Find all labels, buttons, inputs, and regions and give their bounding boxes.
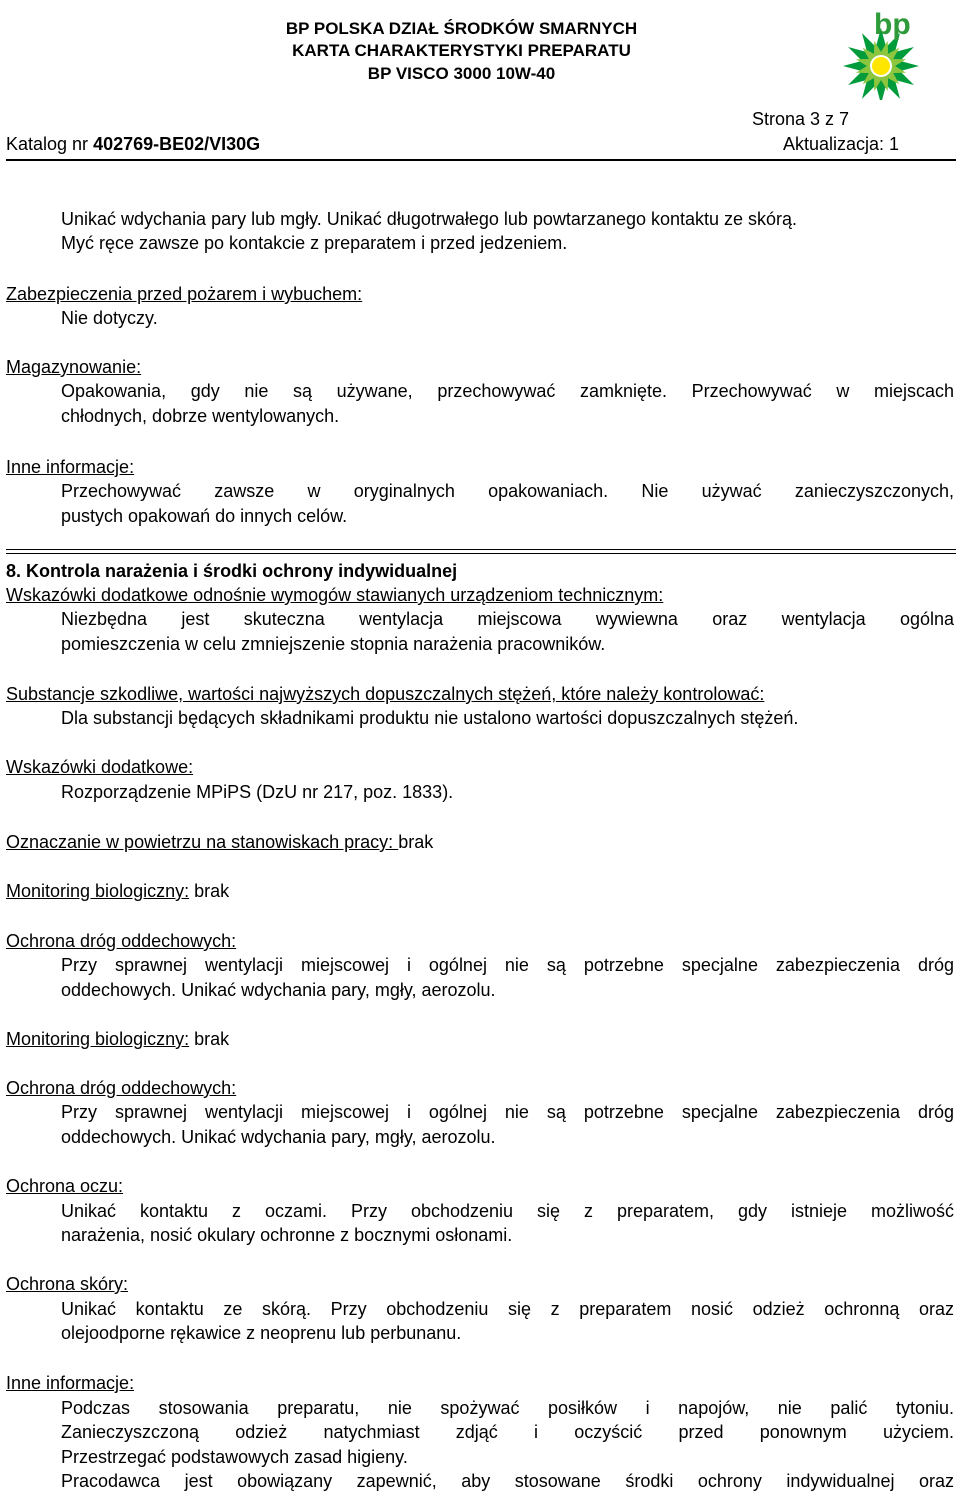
technical-line-2: pomieszczenia w celu zmniejszenie stopnia narażenia pracowników.: [61, 634, 606, 654]
other-info-2-line-1: Podczas stosowania preparatu, nie spożywać posiłków i napojów, nie palić tytoniu.: [61, 1398, 954, 1418]
biological-monitoring-2: [6, 1029, 229, 1050]
other-info-2-line-2: Zanieczyszczoną odzież natychmiast zdjąć i oczyścić przed ponownym użyciem.: [61, 1422, 954, 1442]
additional-notes-text: Rozporządzenie MPiPS (DzU nr 217, poz. 1833).: [61, 782, 454, 802]
other-info-2-line-4: Pracodawca jest obowiązany zapewnić, aby stosowane środki ochrony indywidualnej oraz: [61, 1471, 954, 1491]
handling-line-2: Myć ręce zawsze po kontakcie z preparatem i przed jedzeniem.: [61, 233, 568, 253]
biological-monitoring-1-value: brak: [189, 881, 230, 901]
catalog-number: 402769-BE02/VI30G: [93, 134, 261, 154]
storage-line-2: chłodnych, dobrze wentylowanych.: [61, 406, 340, 426]
section-8-heading: 8. Kontrola narażenia i środki ochrony indywidualnej: [6, 561, 458, 581]
other-info-2-text-1: [61, 1398, 954, 1419]
section-divider-top: [6, 549, 956, 550]
respiratory-1-line-2: oddechowych. Unikać wdychania pary, mgły, aerozolu.: [61, 980, 496, 1000]
technical-requirements-text: [61, 609, 954, 630]
respiratory-protection-2-text: [61, 1102, 954, 1123]
respiratory-protection-1-label: Ochrona dróg oddechowych:: [6, 931, 237, 951]
air-monitoring-value: brak: [398, 832, 434, 852]
storage-text: [61, 381, 954, 402]
other-info-line-2: pustych opakowań do innych celów.: [61, 506, 348, 526]
biological-monitoring-2-value: brak: [189, 1029, 230, 1049]
technical-line-1: Niezbędna jest skuteczna wentylacja miejscowa wywiewna oraz wentylacja ogólna: [61, 609, 954, 629]
section-divider-bottom: [6, 553, 956, 554]
other-info-2-text-2: [61, 1422, 954, 1443]
air-monitoring: [6, 832, 433, 853]
biological-monitoring-1-label: Monitoring biologiczny:: [6, 881, 190, 901]
bp-logo-text: bp: [874, 8, 911, 41]
respiratory-protection-1-text: [61, 955, 954, 976]
handling-line-1: Unikać wdychania pary lub mgły. Unikać długotrwałego lub powtarzanego kontaktu ze skórą.: [61, 209, 798, 229]
fire-protection-text: Nie dotyczy.: [61, 308, 158, 328]
respiratory-1-line-1: Przy sprawnej wentylacji miejscowej i ogólnej nie są potrzebne specjalne zabezpieczenia dróg: [61, 955, 954, 975]
skin-protection-line-1: Unikać kontaktu ze skórą. Przy obchodzeniu się z preparatem nosić odzież ochronną oraz: [61, 1299, 954, 1319]
page-number: Strona 3 z 7: [752, 109, 850, 129]
catalog-prefix: Katalog nr: [6, 134, 94, 154]
exposure-limits-text: Dla substancji będących składnikami produktu nie ustalono wartości dopuszczalnych stężeń.: [61, 708, 799, 728]
fire-protection-label: Zabezpieczenia przed pożarem i wybuchem:: [6, 284, 363, 304]
company-name: BP POLSKA DZIAŁ ŚRODKÓW SMARNYCH: [285, 19, 638, 38]
eye-protection-text: [61, 1201, 954, 1222]
air-monitoring-label: Oznaczanie w powietrzu na stanowiskach pracy:: [6, 832, 399, 852]
skin-protection-line-2: olejoodporne rękawice z neoprenu lub perbunanu.: [61, 1323, 462, 1343]
other-info-2-text-4: [61, 1471, 954, 1492]
storage-line-1: Opakowania, gdy nie są używane, przechowywać zamknięte. Przechowywać w miejscach: [61, 381, 954, 401]
respiratory-2-line-1: Przy sprawnej wentylacji miejscowej i ogólnej nie są potrzebne specjalne zabezpieczenia dróg: [61, 1102, 954, 1122]
skin-protection-text: [61, 1299, 954, 1320]
catalog-row: [6, 134, 899, 158]
header-divider: [6, 159, 956, 161]
technical-requirements-label: Wskazówki dodatkowe odnośnie wymogów stawianych urządzeniom technicznym:: [6, 585, 664, 605]
skin-protection-label: Ochrona skóry:: [6, 1274, 129, 1294]
other-info-2-line-3: Przestrzegać podstawowych zasad higieny.: [61, 1447, 408, 1467]
biological-monitoring-1: [6, 881, 229, 902]
respiratory-protection-2-label: Ochrona dróg oddechowych:: [6, 1078, 237, 1098]
exposure-limits-label: Substancje szkodliwe, wartości najwyższych dopuszczalnych stężeń, które należy kontrolować:: [6, 684, 765, 704]
biological-monitoring-2-label: Monitoring biologiczny:: [6, 1029, 190, 1049]
bp-helios-icon: [826, 4, 952, 100]
other-info-2-label: Inne informacje:: [6, 1373, 135, 1393]
eye-protection-line-2: narażenia, nosić okulary ochronne z bocznymi osłonami.: [61, 1225, 513, 1245]
eye-protection-line-1: Unikać kontaktu z oczami. Przy obchodzeniu się z preparatem, gdy istnieje możliwość: [61, 1201, 954, 1221]
additional-notes-label: Wskazówki dodatkowe:: [6, 757, 194, 777]
eye-protection-label: Ochrona oczu:: [6, 1176, 124, 1196]
bp-logo: [826, 4, 952, 100]
storage-label: Magazynowanie:: [6, 357, 142, 377]
product-name: BP VISCO 3000 10W-40: [367, 64, 556, 83]
document-type: KARTA CHARAKTERYSTYKI PREPARATU: [292, 41, 631, 60]
catalog-info: [6, 134, 260, 155]
other-info-label: Inne informacje:: [6, 457, 135, 477]
other-info-text: [61, 481, 954, 502]
respiratory-2-line-2: oddechowych. Unikać wdychania pary, mgły, aerozolu.: [61, 1127, 496, 1147]
other-info-line-1: Przechowywać zawsze w oryginalnych opakowaniach. Nie używać zanieczyszczonych,: [61, 481, 954, 501]
revision-info: Aktualizacja: 1: [782, 134, 899, 154]
